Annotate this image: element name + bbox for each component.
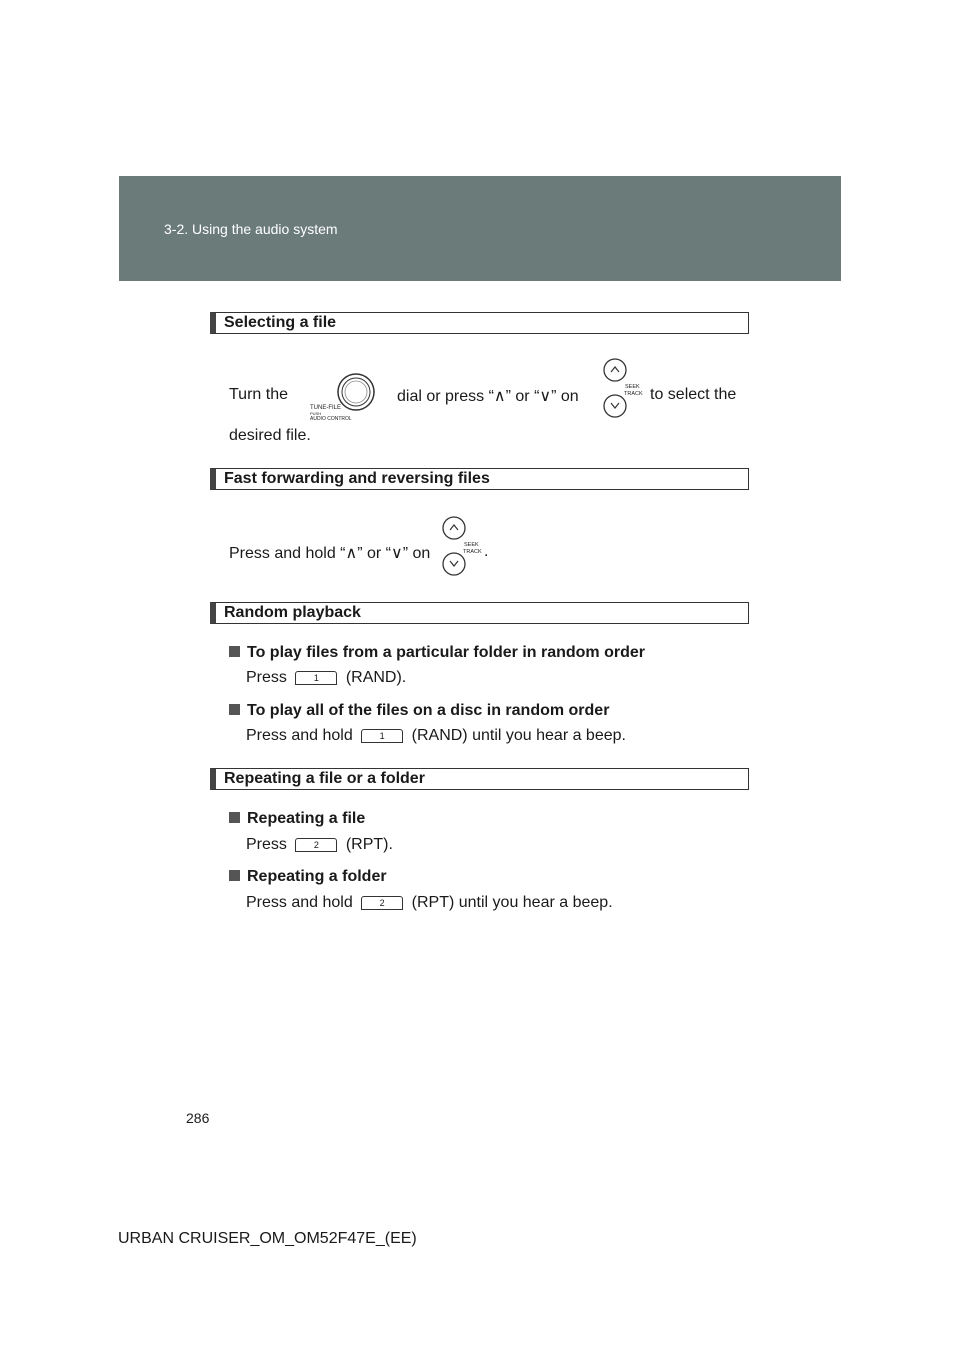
header-band bbox=[119, 176, 841, 281]
desc-post: (RAND) until you hear a beep. bbox=[411, 727, 626, 744]
section-title: Fast forwarding and reversing files bbox=[224, 470, 490, 487]
desc-pre: Press and hold bbox=[246, 727, 353, 744]
section-title: Random playback bbox=[224, 604, 361, 621]
preset-button-1-icon: 1 bbox=[361, 729, 403, 743]
bullet-square-icon bbox=[229, 870, 240, 881]
knob-label-push: PUSH bbox=[310, 411, 322, 416]
desc-pre: Press and hold bbox=[246, 894, 353, 911]
text-turn-the: Turn the bbox=[229, 386, 288, 403]
bullet-square-icon bbox=[229, 704, 240, 715]
preset-button-1-icon: 1 bbox=[295, 671, 337, 685]
knob-label-tune: TUNE-FILE bbox=[310, 405, 342, 411]
repeat-item1-title bbox=[229, 810, 365, 828]
desc-post: (RPT). bbox=[345, 836, 393, 853]
tune-file-dial-icon bbox=[306, 372, 382, 424]
section-title: Repeating a file or a folder bbox=[224, 770, 425, 787]
repeat-item2-title bbox=[229, 868, 387, 886]
seek-track-button-icon bbox=[441, 516, 487, 578]
item-title-text: To play files from a particular folder in random order bbox=[247, 644, 645, 661]
repeat-item2-desc bbox=[246, 894, 613, 912]
seek-track-button-icon bbox=[602, 358, 648, 420]
text-dial-or-press: dial or press “∧” or “∨” on bbox=[397, 388, 579, 405]
desc-post: (RPT) until you hear a beep. bbox=[411, 894, 613, 911]
page-number: 286 bbox=[186, 1110, 210, 1126]
random-item2-title bbox=[229, 702, 609, 720]
section-fast-forwarding bbox=[210, 468, 749, 490]
knob-label-audio: AUDIO CONTROL bbox=[310, 416, 352, 422]
bullet-square-icon bbox=[229, 812, 240, 823]
section-random-playback bbox=[210, 602, 749, 624]
footer-doc-id: URBAN CRUISER_OM_OM52F47E_(EE) bbox=[118, 1230, 417, 1247]
text-period: . bbox=[484, 543, 489, 560]
text-press-and-hold: Press and hold “∧” or “∨” on bbox=[229, 545, 431, 562]
track-label: TRACK bbox=[463, 549, 482, 555]
desc-pre: Press bbox=[246, 669, 287, 686]
repeat-item1-desc bbox=[246, 836, 393, 854]
random-item2-desc bbox=[246, 727, 626, 745]
bullet-square-icon bbox=[229, 646, 240, 657]
preset-button-2-icon: 2 bbox=[295, 838, 337, 852]
breadcrumb: 3-2. Using the audio system bbox=[164, 221, 338, 237]
item-title-text: Repeating a file bbox=[247, 810, 366, 827]
random-item1-desc bbox=[246, 669, 406, 687]
desc-post: (RAND). bbox=[345, 669, 407, 686]
seek-label: SEEK bbox=[464, 542, 479, 548]
section-title: Selecting a file bbox=[224, 314, 337, 331]
seek-label: SEEK bbox=[625, 384, 640, 390]
item-title-text: Repeating a folder bbox=[247, 868, 387, 885]
item-title-text: To play all of the files on a disc in random order bbox=[247, 702, 610, 719]
preset-button-2-icon: 2 bbox=[361, 896, 403, 910]
random-item1-title bbox=[229, 644, 645, 662]
section-selecting-file bbox=[210, 312, 749, 334]
desc-pre: Press bbox=[246, 836, 287, 853]
text-to-select: to select the bbox=[650, 386, 737, 403]
section-repeating bbox=[210, 768, 749, 790]
track-label: TRACK bbox=[624, 391, 643, 397]
text-desired-file: desired file. bbox=[229, 427, 311, 444]
